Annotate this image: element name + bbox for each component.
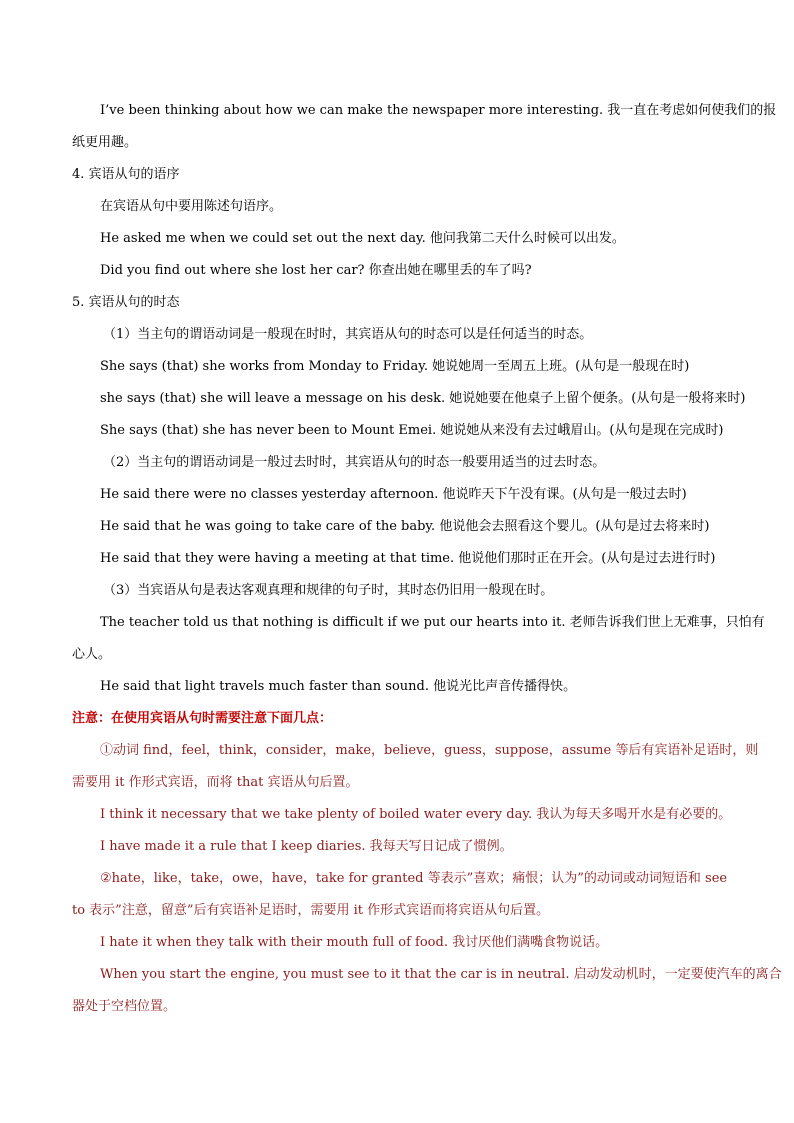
note-example: I hate it when they talk with their mouth full of food. 我讨厌他们满嘴食物说话。 xyxy=(100,935,609,950)
example-sentence: He said there were no classes yesterday afternoon. 他说昨天下午没有课。(从句是一般过去时) xyxy=(100,487,687,502)
note-line: 需要用 it 作形式宾语，而将 that 宾语从句后置。 xyxy=(72,775,359,790)
example-sentence: He said that he was going to take care of the baby. 他说他会去照看这个婴儿。(从句是过去将来时) xyxy=(100,519,710,534)
rule-line: （3）当宾语从句是表达客观真理和规律的句子时，其时态仍旧用一般现在时。 xyxy=(103,583,554,598)
note-line: to 表示”注意，留意”后有宾语补足语时，需要用 it 作形式宾语而将宾语从句后置。 xyxy=(72,903,550,918)
note-example: I think it necessary that we take plenty of boiled water every day. 我认为每天多喝开水是有必要的。 xyxy=(100,807,732,822)
section-heading: 4. 宾语从句的语序 xyxy=(72,167,180,182)
example-sentence: He said that they were having a meeting at that time. 他说他们那时正在开会。(从句是过去进行时) xyxy=(100,551,716,566)
paragraph-line: 心人。 xyxy=(72,647,112,662)
note-example: 器处于空档位置。 xyxy=(72,999,177,1014)
example-sentence: He asked me when we could set out the next day. 他问我第二天什么时候可以出发。 xyxy=(100,231,625,246)
note-example: When you start the engine, you must see to it that the car is in neutral. 启动发动机时，一定要使汽车的离合 xyxy=(100,967,782,982)
paragraph-line: I’ve been thinking about how we can make the newspaper more interesting. 我一直在考虑如何使我们的报 xyxy=(100,103,777,118)
example-sentence: She says (that) she works from Monday to Friday. 她说她周一至周五上班。(从句是一般现在时) xyxy=(100,359,690,374)
example-sentence: Did you find out where she lost her car? 你查出她在哪里丢的车了吗? xyxy=(100,263,532,278)
section-heading: 5. 宾语从句的时态 xyxy=(72,295,180,310)
example-sentence: She says (that) she has never been to Mount Emei. 她说她从来没有去过峨眉山。(从句是现在完成时) xyxy=(100,423,724,438)
rule-line: （1）当主句的谓语动词是一般现在时时，其宾语从句的时态可以是任何适当的时态。 xyxy=(103,327,593,342)
example-sentence: He said that light travels much faster than sound. 他说光比声音传播得快。 xyxy=(100,679,577,694)
rule-line: （2）当主句的谓语动词是一般过去时时，其宾语从句的时态一般要用适当的过去时态。 xyxy=(103,455,606,470)
note-heading: 注意：在使用宾语从句时需要注意下面几点： xyxy=(72,711,333,726)
example-sentence: she says (that) she will leave a message on his desk. 她说她要在他桌子上留个便条。(从句是一般将来时) xyxy=(100,391,746,406)
paragraph-line: 在宾语从句中要用陈述句语序。 xyxy=(100,199,283,214)
note-line: ①动词 find，feel，think，consider，make，believe，guess，suppose，assume 等后有宾语补足语时，则 xyxy=(100,743,759,758)
note-line: ②hate，like，take，owe，have，take for granted 等表示”喜欢；痛恨；认为”的动词或动词短语和 see xyxy=(100,871,728,886)
example-sentence: The teacher told us that nothing is difficult if we put our hearts into it. 老师告诉我们世上无难事，只怕有 xyxy=(100,615,765,630)
paragraph-line: 纸更用趣。 xyxy=(72,135,138,150)
note-example: I have made it a rule that I keep diaries. 我每天写日记成了惯例。 xyxy=(100,839,513,854)
